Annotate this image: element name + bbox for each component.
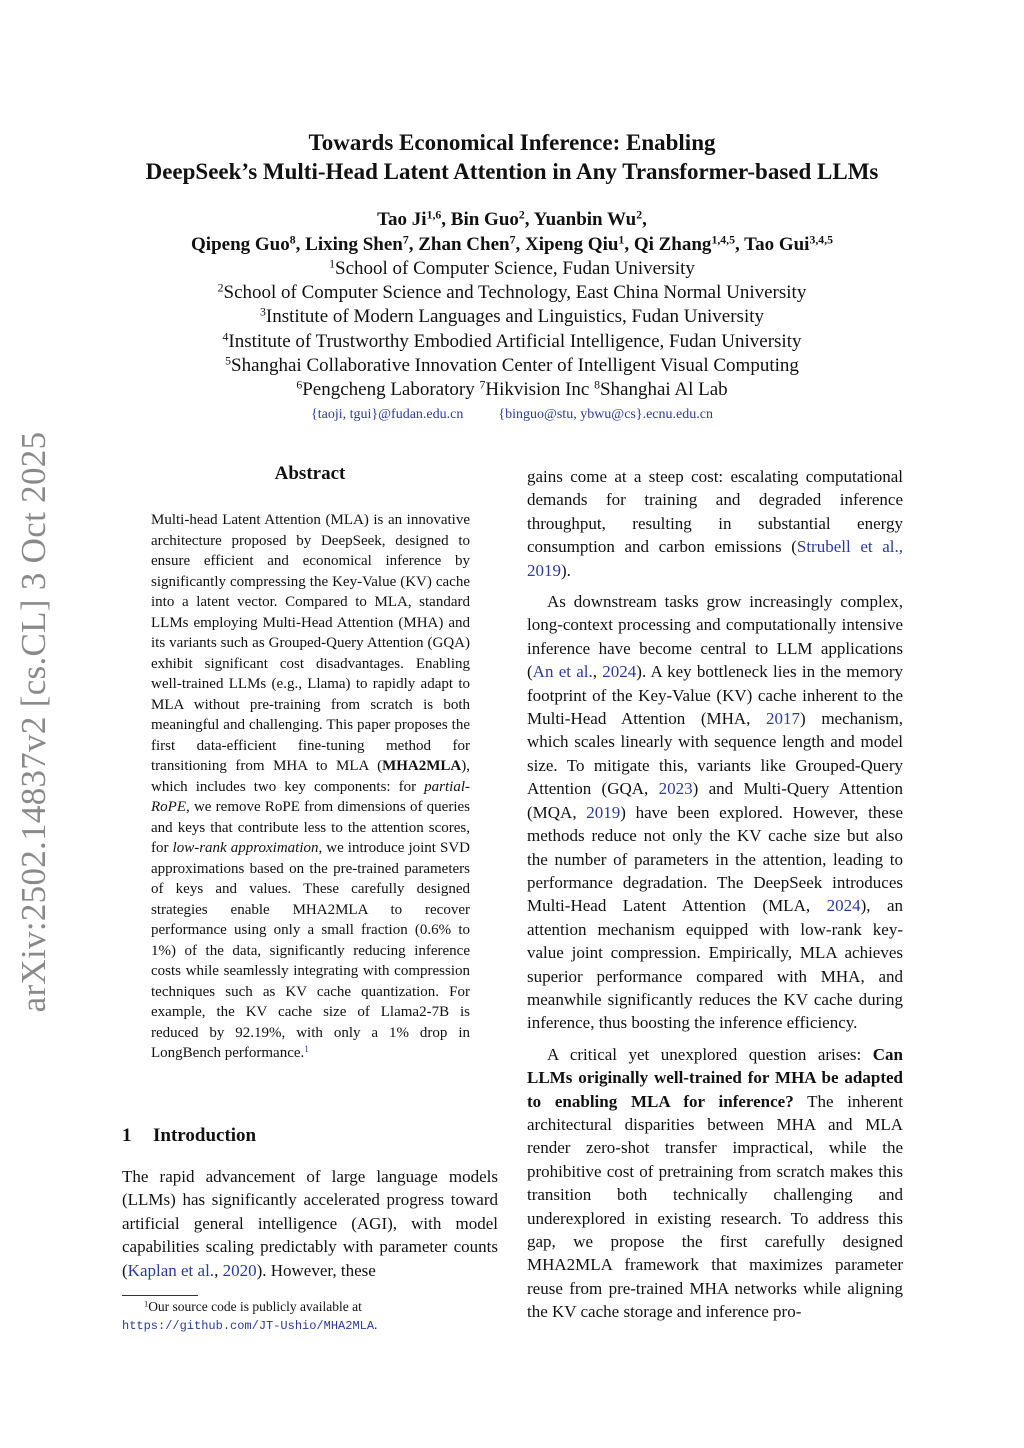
- affiliation-line: [60, 330, 964, 354]
- intro-text: ,: [214, 1260, 223, 1280]
- citation-link[interactable]: 2024: [826, 896, 861, 916]
- paragraph: [527, 1043, 903, 1324]
- paragraph: [527, 465, 903, 582]
- low-rank-term: low-rank approximation: [172, 840, 319, 856]
- affiliation-number: 4: [222, 330, 229, 344]
- affiliation-number: 5: [225, 354, 231, 368]
- footnote-divider: [122, 1295, 198, 1296]
- affiliation-number: 2: [217, 281, 224, 295]
- section-title: Introduction: [153, 1125, 257, 1146]
- affiliation-number: 7: [479, 378, 486, 392]
- citation-link[interactable]: 2020: [222, 1260, 257, 1280]
- footnote: [122, 1298, 502, 1335]
- author-affiliation-mark: 2: [518, 208, 525, 222]
- affiliation-list: [60, 257, 964, 402]
- abstract-text: , we introduce joint SVD approximations based on the pre-trained parameters of keys and values. These carefully designed strategies enable MHA2MLA to recover performance using only a small fraction (0.6% to 1%) of the data, significantly reducing inference costs while seamlessly integrating with compression techniques such as KV cache quantization. For example, the KV cache size of Llama2-7B is reduced by 92.19%, with only a 1% drop in LongBench performance.: [151, 840, 470, 1061]
- body-text: The inherent architectural disparities between MHA and MLA render zero-shot transfer impractical, while the prohibitive cost of pretraining from scratch makes this transition both technically challenging and underexplored in existing research. To address this gap, we propose the first carefully designed MHA2MLA framework that maximizes parameter reuse from pre-trained MHA networks while aligning the KV cache storage and inference pro-: [527, 1091, 903, 1322]
- footnote-text: Our source code is publicly available at: [148, 1299, 362, 1314]
- paragraph: As downstream tasks grow increasingly complex, long-context processing and computationally intensive inference have become central to LLM applications (An et al., 2024). A key bottleneck lies in the memory footprint of the Key-Value (KV) cache inherent to the Multi-Head Attention (MHA, 2017) mechanism, which scales linearly with sequence length and model size. To mitigate this, variants like Grouped-Query Attention (GQA, 2023) and Multi-Query Attention (MQA, 2019) have been explored. However, these methods reduce not only the KV cache size but also the number of parameters in the attention, leading to performance degradation. The DeepSeek introduces Multi-Head Latent Attention (MLA, 2024), an attention mechanism equipped with low-rank key-value joint compression. Empirically, MLA achieves superior performance compared with MHA, and meanwhile significantly reduces the KV cache during inference, thus boosting the inference efficiency.: [527, 592, 904, 1033]
- citation-link[interactable]: 2023: [658, 779, 693, 799]
- email-ecnu[interactable]: {binguo@stu, ybwu@cs}.ecnu.edu.cn: [498, 407, 713, 422]
- body-text: gains come at a steep cost: escalating computational demands for training and degraded inference throughput, resulting in substantial energy consumption and carbon emissions (: [527, 467, 903, 557]
- author-list: [60, 207, 964, 257]
- research-question: Can LLMs originally well-trained for MHA be adapted to enabling MLA for inference?: [527, 1044, 903, 1111]
- author-affiliation-mark: 2: [636, 208, 643, 222]
- body-text: As downstream tasks grow increasingly complex, long-context processing and computationally intensive inference have become central to LLM applications (: [527, 592, 903, 682]
- affiliation-text: Institute of Modern Languages and Linguistics, Fudan University: [265, 306, 765, 328]
- author-name: Lixing Shen: [305, 234, 403, 255]
- affiliation-number: 6: [296, 378, 303, 392]
- affiliation-number: 3: [259, 305, 266, 319]
- citation-link[interactable]: 2017: [766, 709, 801, 729]
- affiliation-line: [60, 281, 964, 305]
- citation-link[interactable]: Strubell et al., 2019: [527, 537, 903, 580]
- repository-link[interactable]: https://github.com/JT-Ushio/MHA2MLA: [122, 1319, 375, 1333]
- author-affiliation-mark: 1,4,5: [711, 233, 735, 247]
- section-number: 1: [122, 1125, 132, 1146]
- affiliation-text: Institute of Trustworthy Embodied Artificial Intelligence, Fudan University: [228, 330, 802, 352]
- footnote-marker-link[interactable]: 1: [304, 1044, 309, 1055]
- affiliation-text: Hikvision Inc: [485, 379, 595, 401]
- citation-link[interactable]: 2019: [586, 802, 621, 822]
- right-column: [527, 465, 903, 1324]
- author-name: Yuanbin Wu: [533, 209, 637, 230]
- author-name: Zhan Chen: [418, 234, 510, 255]
- author-name: Qi Zhang: [633, 234, 712, 255]
- abstract-text: Multi-head Latent Attention (MLA) is an innovative architecture proposed by DeepSeek, designed to ensure efficient and economical inference by significantly compressing the Key-Value (KV) cache into a latent vector. Compared to MLA, standard LLMs employing Multi-Head Attention (MHA) and its variants such as Grouped-Query Attention (GQA) exhibit significant cost disadvantages. Enabling well-trained LLMs (e.g., Llama) to rapidly adapt to MLA without pre-training from scratch is both meaningful and challenging. This paper proposes the first data-efficient fine-tuning method for transitioning from MHA to MLA (: [151, 512, 470, 774]
- affiliation-text: Pengcheng Laboratory: [302, 379, 480, 401]
- author-affiliation-mark: 3,4,5: [809, 233, 833, 247]
- body-text: ). A key bottleneck lies in the memory footprint of the Key-Value (KV) cache inherent to the Multi-Head Attention (MHA,: [527, 662, 904, 729]
- affiliation-line: [60, 257, 964, 281]
- body-text: ) mechanism, which scales linearly with sequence length and model size. To mitigate this, variants like Grouped-Query Attention (GQA,: [527, 709, 904, 799]
- author-name: Bin Guo: [450, 209, 519, 230]
- author-name: Tao Ji: [377, 209, 427, 230]
- citation-link[interactable]: 2024: [602, 662, 637, 682]
- author-name: Xipeng Qiu: [524, 234, 619, 255]
- arxiv-side-stamp: arXiv:2502.14837v2 [cs.CL] 3 Oct 2025: [14, 431, 53, 1013]
- author-affiliation-mark: 7: [402, 233, 409, 247]
- abstract-text: , we remove RoPE from dimensions of queries and keys that contribute less to the attention scores, for: [151, 799, 470, 856]
- body-text: ).: [561, 560, 571, 580]
- body-text: ) have been explored. However, these methods reduce not only the KV cache size but also the number of parameters in the attention, leading to performance degradation. The DeepSeek introduces Multi-Head Latent Attention (MLA,: [527, 802, 903, 916]
- author-affiliation-mark: 1: [618, 233, 625, 247]
- abstract-body: [151, 510, 470, 1064]
- body-text: ) and Multi-Query Attention (MQA,: [527, 779, 903, 822]
- intro-text: The rapid advancement of large language models (LLMs) has significantly accelerated progress toward artificial general intelligence (AGI), with model capabilities scaling predictably with parameter counts (: [122, 1167, 498, 1280]
- abstract-text: ), which includes two key components: for: [151, 758, 470, 795]
- author-affiliation-mark: 8: [289, 233, 296, 247]
- body-text: ), an attention mechanism equipped with low-rank key-value joint compression. Empirically, MLA achieves superior performance compared with MHA, and meanwhile significantly reduces the KV cache during inference, thus boosting the inference efficiency.: [527, 896, 904, 1033]
- citation-link[interactable]: Kaplan et al.: [127, 1260, 215, 1280]
- section-heading-introduction: [122, 1125, 498, 1147]
- partial-rope-term: partial-RoPE: [151, 778, 470, 815]
- footnote-number: 1: [144, 1299, 149, 1309]
- paper-title: [60, 128, 964, 186]
- author-name: Tao Gui: [744, 234, 810, 255]
- affiliation-line: [60, 378, 964, 402]
- affiliation-text: Shanghai Al Lab: [599, 379, 728, 401]
- footnote-text: .: [374, 1317, 378, 1332]
- affiliation-line: [60, 305, 964, 329]
- email-fudan[interactable]: {taoji, tgui}@fudan.edu.cn: [311, 407, 464, 422]
- abstract-heading: Abstract: [274, 463, 346, 484]
- author-line-2: Qipeng Guo$^8$, Lixing Shen$^7$, Zhan Chen$^7$, Xipeng Qiu$^1$, Qi Zhang$^{1,4,5}$, Tao Gui$^{3,4,5}$: [191, 233, 833, 255]
- author-line-1: Tao Ji$^{1,6}$, Bin Guo$^2$, Yuanbin Wu$^2$,: [377, 208, 647, 230]
- affiliation-number: 8: [594, 378, 600, 392]
- method-name: MHA2MLA: [382, 758, 462, 774]
- author-affiliation-mark: 1,6: [426, 208, 442, 222]
- affiliation-text: Shanghai Collaborative Innovation Center of Intelligent Visual Computing: [231, 354, 799, 376]
- body-text: A critical yet unexplored question arises:: [547, 1044, 873, 1064]
- citation-link[interactable]: An et al.: [532, 662, 593, 682]
- email-line: [60, 406, 964, 424]
- title-line-2: DeepSeek’s Multi-Head Latent Attention in Any Transformer-based LLMs: [145, 159, 879, 184]
- affiliation-number: 1: [329, 257, 335, 271]
- affiliation-line: [60, 354, 964, 378]
- intro-text: ). However, these: [256, 1260, 376, 1280]
- author-affiliation-mark: 7: [509, 233, 516, 247]
- introduction-paragraph: [122, 1165, 498, 1282]
- affiliation-text: School of Computer Science and Technology, East China Normal University: [223, 282, 807, 304]
- author-name: Qipeng Guo: [191, 234, 290, 255]
- affiliation-text: School of Computer Science, Fudan University: [335, 258, 695, 279]
- title-line-1: Towards Economical Inference: Enabling: [308, 130, 716, 155]
